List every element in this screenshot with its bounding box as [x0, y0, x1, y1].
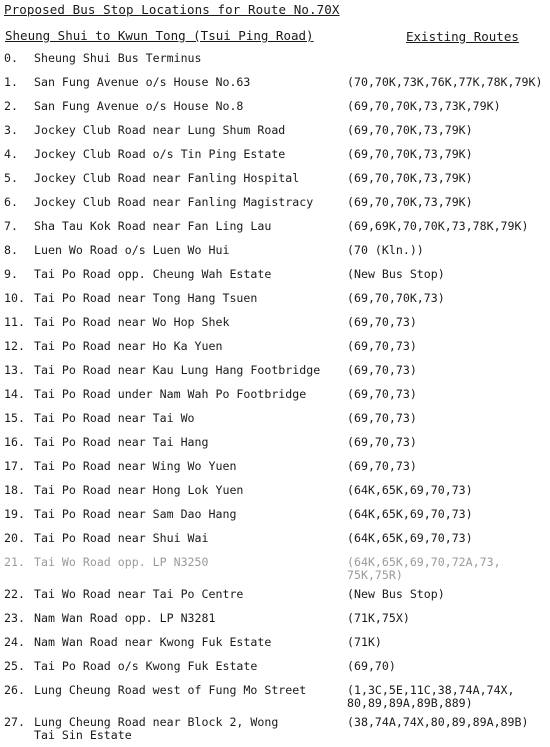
stop-number: 17. [4, 459, 25, 473]
existing-routes: (69,70,70K,73,73K,79K) [347, 99, 501, 113]
stop-location: Tai Po Road near Sam Dao Hang [34, 507, 237, 521]
stop-number: 22. [4, 587, 25, 601]
stop-number: 18. [4, 483, 25, 497]
stop-number: 21. [4, 555, 25, 569]
stop-location: Jockey Club Road near Lung Shum Road [34, 123, 286, 137]
stop-number: 20. [4, 531, 25, 545]
stop-location: Tai Po Road near Ho Ka Yuen [34, 339, 223, 353]
stop-number: 6. [4, 195, 18, 209]
stop-location: Tai Po Road near Tai Wo [34, 411, 195, 425]
existing-routes: (70 (Kln.)) [347, 243, 424, 257]
existing-routes: (69,70,70K,73,79K) [347, 147, 473, 161]
existing-routes: (69,70,73) [347, 435, 417, 449]
stop-number: 13. [4, 363, 25, 377]
stop-number: 27. [4, 715, 25, 729]
stop-location: Tai Po Road near Shui Wai [34, 531, 209, 545]
stop-location: Tai Wo Road opp. LP N3250 [34, 555, 209, 569]
stop-number: 10. [4, 291, 25, 305]
existing-routes: (69,70,73) [347, 339, 417, 353]
existing-routes: (64K,65K,69,70,73) [347, 507, 473, 521]
stop-location: Lung Cheung Road west of Fung Mo Street [34, 683, 307, 697]
stop-location: Tai Po Road under Nam Wah Po Footbridge [34, 387, 307, 401]
existing-routes: (1,3C,5E,11C,38,74A,74X, 80,89,89A,89B,889) [347, 683, 515, 710]
stop-location: Tai Po Road near Hong Lok Yuen [34, 483, 244, 497]
stop-number: 7. [4, 219, 18, 233]
stop-number: 0. [4, 51, 18, 65]
existing-routes: (38,74A,74X,80,89,89A,89B) [347, 715, 529, 729]
stop-number: 3. [4, 123, 18, 137]
existing-routes: (69,70,70K,73,79K) [347, 171, 473, 185]
existing-routes: (64K,65K,69,70,73) [347, 483, 473, 497]
stop-number: 4. [4, 147, 18, 161]
stop-location: Jockey Club Road o/s Tin Ping Estate [34, 147, 286, 161]
stop-number: 12. [4, 339, 25, 353]
stop-location: Tai Po Road near Tong Hang Tsuen [34, 291, 258, 305]
stop-number: 19. [4, 507, 25, 521]
existing-routes: (69,70,73) [347, 411, 417, 425]
existing-routes: (71K) [347, 635, 382, 649]
stop-number: 14. [4, 387, 25, 401]
stop-location: San Fung Avenue o/s House No.63 [34, 75, 251, 89]
existing-routes: (69,70,70K,73,79K) [347, 195, 473, 209]
stop-location: Tai Po Road near Tai Hang [34, 435, 209, 449]
stop-location: Lung Cheung Road near Block 2, Wong Tai Sin Estate [34, 715, 279, 742]
stop-location: Tai Po Road near Wo Hop Shek [34, 315, 230, 329]
stop-number: 2. [4, 99, 18, 113]
existing-routes: (69,69K,70,70K,73,78K,79K) [347, 219, 529, 233]
route-subtitle: Sheung Shui to Kwun Tong (Tsui Ping Road) [5, 28, 314, 43]
stop-number: 11. [4, 315, 25, 329]
existing-routes: (69,70,73) [347, 387, 417, 401]
existing-routes: (71K,75X) [347, 611, 410, 625]
stop-number: 23. [4, 611, 25, 625]
existing-routes: (69,70,73) [347, 315, 417, 329]
stop-number: 25. [4, 659, 25, 673]
existing-routes: (64K,65K,69,70,73) [347, 531, 473, 545]
stop-number: 9. [4, 267, 18, 281]
existing-routes: (New Bus Stop) [347, 587, 445, 601]
existing-routes: (69,70,70K,73) [347, 291, 445, 305]
existing-routes: (New Bus Stop) [347, 267, 445, 281]
existing-routes-heading: Existing Routes [406, 29, 519, 44]
stop-location: Sheung Shui Bus Terminus [34, 51, 202, 65]
stop-number: 16. [4, 435, 25, 449]
stop-location: Nam Wan Road near Kwong Fuk Estate [34, 635, 272, 649]
stop-number: 26. [4, 683, 25, 697]
existing-routes: (64K,65K,69,70,72A,73, 75K,75R) [347, 555, 501, 582]
existing-routes: (69,70,70K,73,79K) [347, 123, 473, 137]
stop-location: Jockey Club Road near Fanling Magistracy [34, 195, 314, 209]
stop-location: San Fung Avenue o/s House No.8 [34, 99, 244, 113]
stop-location: Tai Po Road near Kau Lung Hang Footbridge [34, 363, 321, 377]
existing-routes: (69,70,73) [347, 459, 417, 473]
stop-location: Tai Wo Road near Tai Po Centre [34, 587, 244, 601]
stop-number: 15. [4, 411, 25, 425]
stop-location: Jockey Club Road near Fanling Hospital [34, 171, 300, 185]
stop-location: Nam Wan Road opp. LP N3281 [34, 611, 216, 625]
stop-number: 24. [4, 635, 25, 649]
stop-location: Sha Tau Kok Road near Fan Ling Lau [34, 219, 272, 233]
stop-number: 1. [4, 75, 18, 89]
stop-location: Tai Po Road near Wing Wo Yuen [34, 459, 237, 473]
stop-number: 8. [4, 243, 18, 257]
existing-routes: (70,70K,73K,76K,77K,78K,79K) [347, 75, 543, 89]
existing-routes: (69,70,73) [347, 363, 417, 377]
stop-location: Tai Po Road opp. Cheung Wah Estate [34, 267, 272, 281]
document-title: Proposed Bus Stop Locations for Route No.70X [4, 2, 340, 17]
stop-number: 5. [4, 171, 18, 185]
stop-location: Luen Wo Road o/s Luen Wo Hui [34, 243, 230, 257]
existing-routes: (69,70) [347, 659, 396, 673]
stop-location: Tai Po Road o/s Kwong Fuk Estate [34, 659, 258, 673]
